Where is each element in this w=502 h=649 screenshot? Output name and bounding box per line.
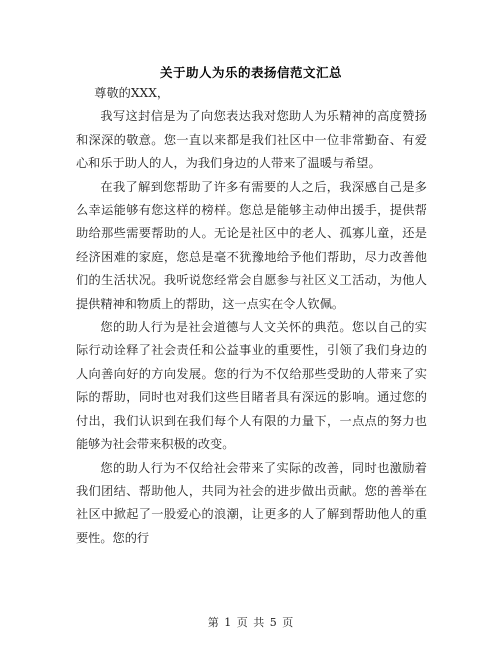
paragraph-1: 我写这封信是为了向您表达我对您助人为乐精神的高度赞扬和深深的敬意。您一直以来都是我们社区中一位非常勤奋、有爱心和乐于助人的人，为我们身边的人带来了温暖与希望。 [76,109,427,171]
document-title: 关于助人为乐的表扬信范文汇总 [159,65,342,80]
document-body [76,82,427,550]
page-footer: 第 1 页 共 5 页 [207,616,295,629]
salutation: 尊敬的XXX， [94,86,170,100]
paragraph-3: 您的助人行为是社会道德与人文关怀的典范。您以自己的实际行动诠释了社会责任和公益事业的重要性，引领了我们身边的人向善向好的方向发展。您的行为不仅给那些受助的人带来了实际的帮助，同时也对我们这些目睹者具有深远的影响。通过您的付出，我们认识到在我们每个人有限的力量下，一点点的努力也能够为社会带来积极的改变。 [76,320,427,452]
paragraph-4: 您的助人行为不仅给社会带来了实际的改善，同时也激励着我们团结、帮助他人，共同为社会的进步做出贡献。您的善举在社区中掀起了一股爱心的浪潮，让更多的人了解到帮助他人的重要性。您的行 [76,460,427,545]
paragraph-2: 在我了解到您帮助了许多有需要的人之后，我深感自己是多么幸运能够有您这样的榜样。您总是能够主动伸出援手，提供帮助给那些需要帮助的人。无论是社区中的老人、孤寡儿童，还是经济困难的家庭，您总是毫不犹豫地给予他们帮助，尽力改善他们的生活状况。我听说您经常会自愿参与社区义工活动，为他人提供精神和物质上的帮助，这一点实在令人钦佩。 [76,179,427,311]
